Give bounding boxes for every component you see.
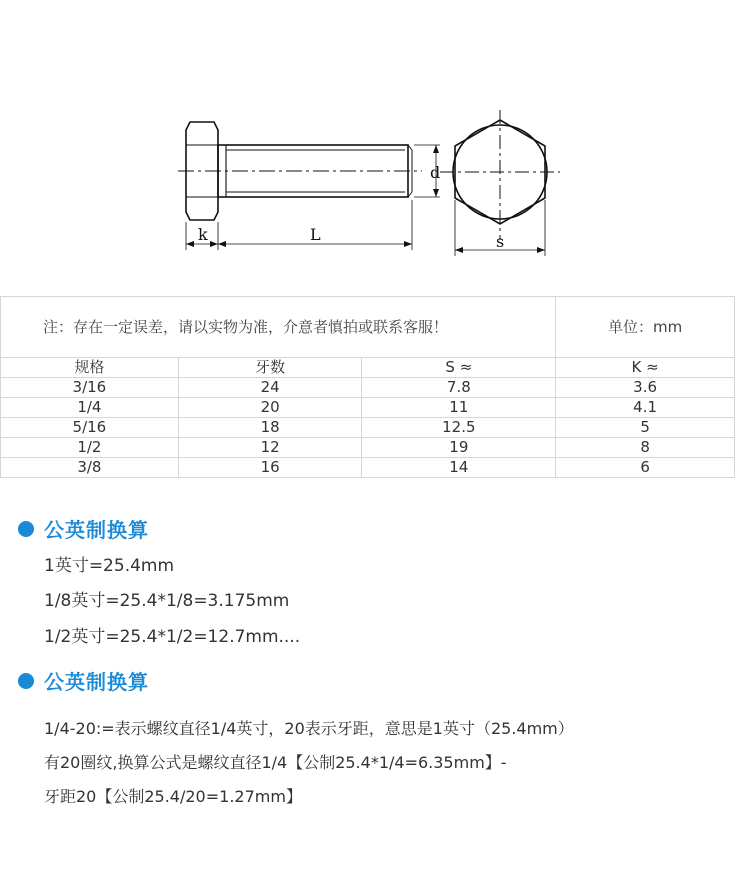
section1-line: 1英寸=25.4mm [44,556,175,576]
bolt-diagram-svg [0,0,750,290]
section1-line: 1/2英寸=25.4*1/2=12.7mm.... [44,627,301,647]
bullet-dot-icon [18,673,34,689]
table-cell: 3/8 [1,458,179,478]
bullet-dot-icon [18,521,34,537]
table-cell: 18 [178,418,362,438]
table-row [1,458,735,478]
section2-line: 1/4-20:=表示螺纹直径1/4英寸，20表示牙距，意思是1英寸（25.4mm） [44,719,574,738]
section2-title: 公英制换算 [44,670,149,694]
table-cell: 5 [556,418,735,438]
table-row [1,378,735,398]
table-cell: 7.8 [362,378,556,398]
table-cell: 12 [178,438,362,458]
table-cell: 19 [362,438,556,458]
label-s: s [496,232,505,251]
header-cell: 规格 [1,358,179,378]
header-cell: S ≈ [362,358,556,378]
section1-line: 1/8英寸=25.4*1/8=3.175mm [44,591,290,611]
table-row [1,398,735,418]
table-cell: 1/4 [1,398,179,418]
header-cell: K ≈ [556,358,735,378]
table-header-row [1,358,735,378]
table-row [1,418,735,438]
label-k: k [198,225,208,244]
section2-heading [18,666,149,695]
section1-heading [18,514,149,543]
header-cell: 牙数 [178,358,362,378]
table-cell: 3.6 [556,378,735,398]
spec-table [0,296,735,478]
section2-line: 牙距20【公制25.4/20=1.27mm】 [44,787,302,806]
table-cell: 16 [178,458,362,478]
label-d: d [430,163,441,182]
table-cell: 3/16 [1,378,179,398]
table-cell: 8 [556,438,735,458]
section2-line: 有20圈纹,换算公式是螺纹直径1/4【公制25.4*1/4=6.35mm】- [44,753,507,772]
table-cell: 12.5 [362,418,556,438]
table-unit: 单位：mm [556,297,735,358]
section1-title: 公英制换算 [44,518,149,542]
table-cell: 4.1 [556,398,735,418]
table-row [1,438,735,458]
label-L: L [310,225,321,244]
table-cell: 24 [178,378,362,398]
table-cell: 14 [362,458,556,478]
bolt-drawing [0,0,750,290]
table-cell: 11 [362,398,556,418]
table-cell: 1/2 [1,438,179,458]
table-note: 注：存在一定误差，请以实物为准，介意者慎拍或联系客服！ [1,297,556,358]
table-cell: 20 [178,398,362,418]
table-cell: 6 [556,458,735,478]
table-note-row [1,297,735,358]
table-cell: 5/16 [1,418,179,438]
